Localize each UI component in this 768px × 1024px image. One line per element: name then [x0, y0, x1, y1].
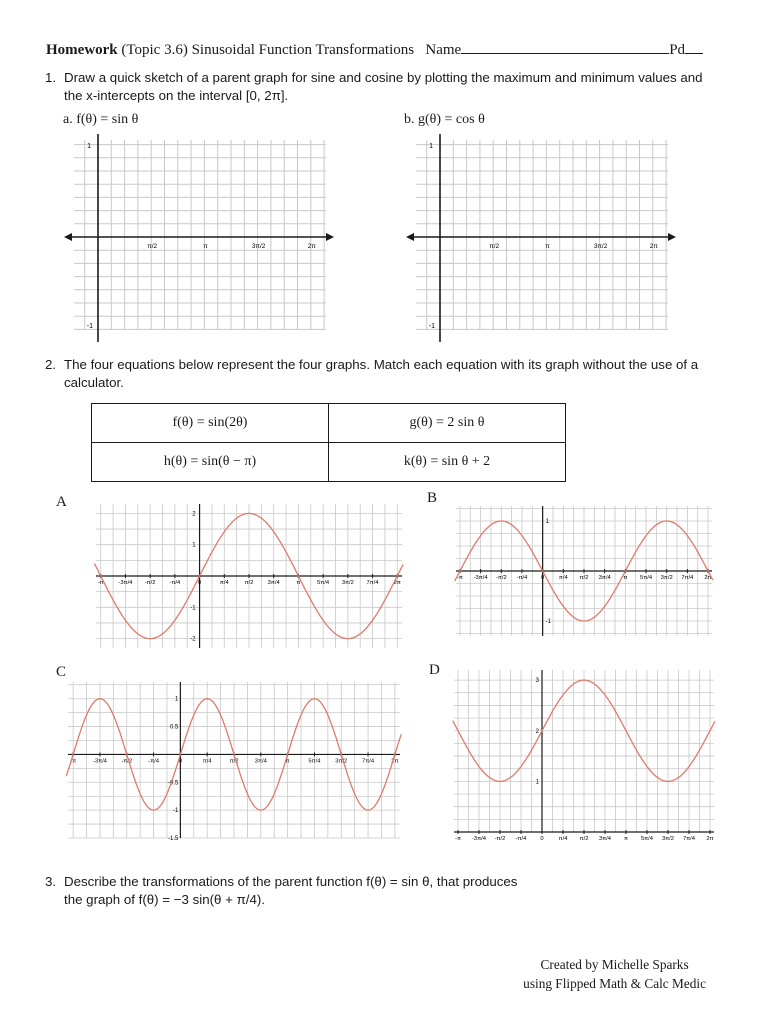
graph-label-d: D: [429, 662, 440, 678]
arrow-right-icon: [326, 233, 334, 241]
graph-a: [92, 496, 406, 654]
x-tick-label: 3π/2: [341, 580, 354, 586]
question-text: the x-intercepts on the interval [0, 2π].: [64, 88, 289, 103]
x-tick-label: -π: [70, 758, 77, 765]
x-tick-label: π: [545, 243, 550, 250]
x-tick-label: π/2: [579, 836, 589, 842]
graph-label-a: A: [56, 494, 67, 510]
graph-c: [64, 678, 404, 842]
x-tick-label: 3π/2: [661, 836, 675, 842]
arrow-left-icon: [406, 233, 414, 241]
graph-label-b: B: [427, 490, 438, 506]
graph-label-c: C: [56, 664, 67, 680]
y-tick-label: 1: [175, 696, 179, 703]
y-tick-label: -1.5: [168, 836, 179, 842]
x-tick-label: π/2: [579, 575, 589, 581]
x-tick-label: 0: [197, 580, 202, 586]
y-tick-label: -1: [545, 619, 551, 625]
x-tick-label: 3π/4: [598, 836, 612, 842]
x-tick-label: 3π/2: [593, 243, 608, 250]
worksheet-header: [46, 40, 703, 59]
x-tick-label: 2π: [706, 836, 714, 842]
x-tick-label: -3π/4: [472, 836, 487, 842]
x-tick-label: π/2: [489, 243, 500, 250]
x-tick-label: π: [623, 575, 628, 581]
y-tick-label: -0.5: [168, 780, 179, 787]
x-tick-label: -π/4: [515, 836, 527, 842]
x-tick-label: 7π/4: [682, 836, 696, 842]
x-tick-label: π/2: [229, 758, 239, 765]
x-tick-label: -π: [455, 836, 461, 842]
x-tick-label: 5π/4: [639, 575, 653, 581]
y-tick-label: 1: [192, 542, 196, 549]
x-tick-label: -π/4: [148, 758, 159, 765]
credit-line: Created by Michelle Sparks: [540, 957, 689, 972]
x-tick-label: π: [623, 836, 628, 842]
x-tick-label: -π/4: [169, 580, 181, 586]
x-tick-label: 3π/2: [660, 575, 673, 581]
y-tick-label: -1: [428, 323, 435, 330]
x-tick-label: 5π/4: [308, 758, 321, 765]
x-tick-label: -π/2: [121, 758, 133, 765]
name-label: Name: [425, 42, 462, 58]
x-tick-label: 3π/4: [267, 580, 280, 586]
credits: [523, 955, 706, 993]
y-tick-label: -1: [86, 323, 93, 330]
graph-d: [452, 666, 716, 842]
x-tick-label: -π: [456, 575, 463, 581]
question-number: 3.: [45, 874, 57, 889]
name-blank[interactable]: [461, 40, 669, 54]
x-tick-label: 3π/4: [254, 758, 267, 765]
x-tick-label: 3π/2: [335, 758, 348, 765]
y-tick-label: 2: [192, 511, 196, 518]
question-number: 2.: [45, 357, 57, 372]
x-tick-label: π: [285, 758, 290, 765]
y-tick-label: -2: [190, 636, 196, 643]
pd-label: Pd: [669, 42, 686, 58]
x-tick-label: -π: [97, 580, 104, 586]
x-tick-label: 0: [540, 836, 544, 842]
x-tick-label: 3π/2: [251, 243, 266, 250]
x-tick-label: 7π/4: [366, 580, 379, 586]
graph-b: [452, 500, 716, 640]
y-tick-label: -1: [173, 808, 179, 815]
equation-cell: k(θ) = sin θ + 2: [329, 443, 566, 482]
equation-cell: h(θ) = sin(θ − π): [92, 443, 329, 482]
x-tick-label: π/4: [202, 758, 212, 765]
pd-blank[interactable]: [685, 40, 703, 54]
x-tick-label: 2π: [391, 758, 399, 765]
x-tick-label: 5π/4: [317, 580, 330, 586]
x-tick-label: 2π: [704, 575, 712, 581]
homework-title: Homework: [46, 42, 118, 58]
question-text: Describe the transformations of the parent function f(θ) = sin θ, that produces: [64, 874, 518, 889]
x-tick-label: π/4: [558, 575, 568, 581]
x-tick-label: 2π: [393, 580, 401, 586]
equation-cell: g(θ) = 2 sin θ: [329, 404, 566, 443]
x-tick-label: π: [296, 580, 301, 586]
x-tick-label: π/4: [219, 580, 229, 586]
x-tick-label: 0: [541, 575, 545, 581]
part-a-label: a. f(θ) = sin θ: [63, 112, 139, 127]
x-tick-label: -3π/4: [118, 580, 133, 586]
x-tick-label: -3π/4: [92, 758, 107, 765]
x-tick-label: -π/2: [144, 580, 156, 586]
equation-cell: f(θ) = sin(2θ): [92, 404, 329, 443]
sketch-grid-b[interactable]: [406, 132, 676, 344]
part-b-label: b. g(θ) = cos θ: [404, 112, 485, 127]
x-tick-label: -π/2: [495, 575, 507, 581]
question-number: 1.: [45, 70, 57, 85]
y-tick-label: 1: [87, 143, 91, 150]
arrow-left-icon: [64, 233, 72, 241]
sketch-grid-a[interactable]: [64, 132, 334, 344]
x-tick-label: 7π/4: [681, 575, 694, 581]
y-tick-label: 1: [545, 519, 549, 525]
y-tick-label: 1: [535, 779, 540, 786]
x-tick-label: 7π/4: [362, 758, 375, 765]
topic-title: (Topic 3.6) Sinusoidal Function Transformations: [121, 42, 415, 58]
y-tick-label: 0.5: [170, 724, 179, 731]
y-tick-label: -1: [190, 605, 196, 612]
x-tick-label: 2π: [307, 243, 316, 250]
x-tick-label: π/2: [147, 243, 158, 250]
x-tick-label: π/4: [558, 836, 568, 842]
arrow-right-icon: [668, 233, 676, 241]
question-text: Draw a quick sketch of a parent graph for sine and cosine by plotting the maximum and minimum values and: [64, 70, 703, 85]
credit-line: using Flipped Math & Calc Medic: [523, 976, 706, 991]
x-tick-label: 2π: [649, 243, 658, 250]
x-tick-label: 3π/4: [598, 575, 611, 581]
x-tick-label: -π/4: [516, 575, 528, 581]
y-tick-label: 1: [429, 143, 433, 150]
x-tick-label: -π/2: [494, 836, 506, 842]
x-tick-label: 5π/4: [640, 836, 654, 842]
question-text: The four equations below represent the four graphs. Match each equation with its graph without the use of a: [64, 357, 699, 372]
x-tick-label: 0: [178, 758, 182, 765]
y-tick-label: 2: [535, 728, 540, 735]
x-tick-label: -3π/4: [473, 575, 488, 581]
question-text: the graph of f(θ) = −3 sin(θ + π/4).: [64, 892, 265, 907]
x-tick-label: π/2: [244, 580, 254, 586]
question-text: calculator.: [64, 375, 124, 390]
equation-table: [91, 403, 566, 482]
y-tick-label: 3: [535, 678, 540, 685]
x-tick-label: π: [203, 243, 208, 250]
